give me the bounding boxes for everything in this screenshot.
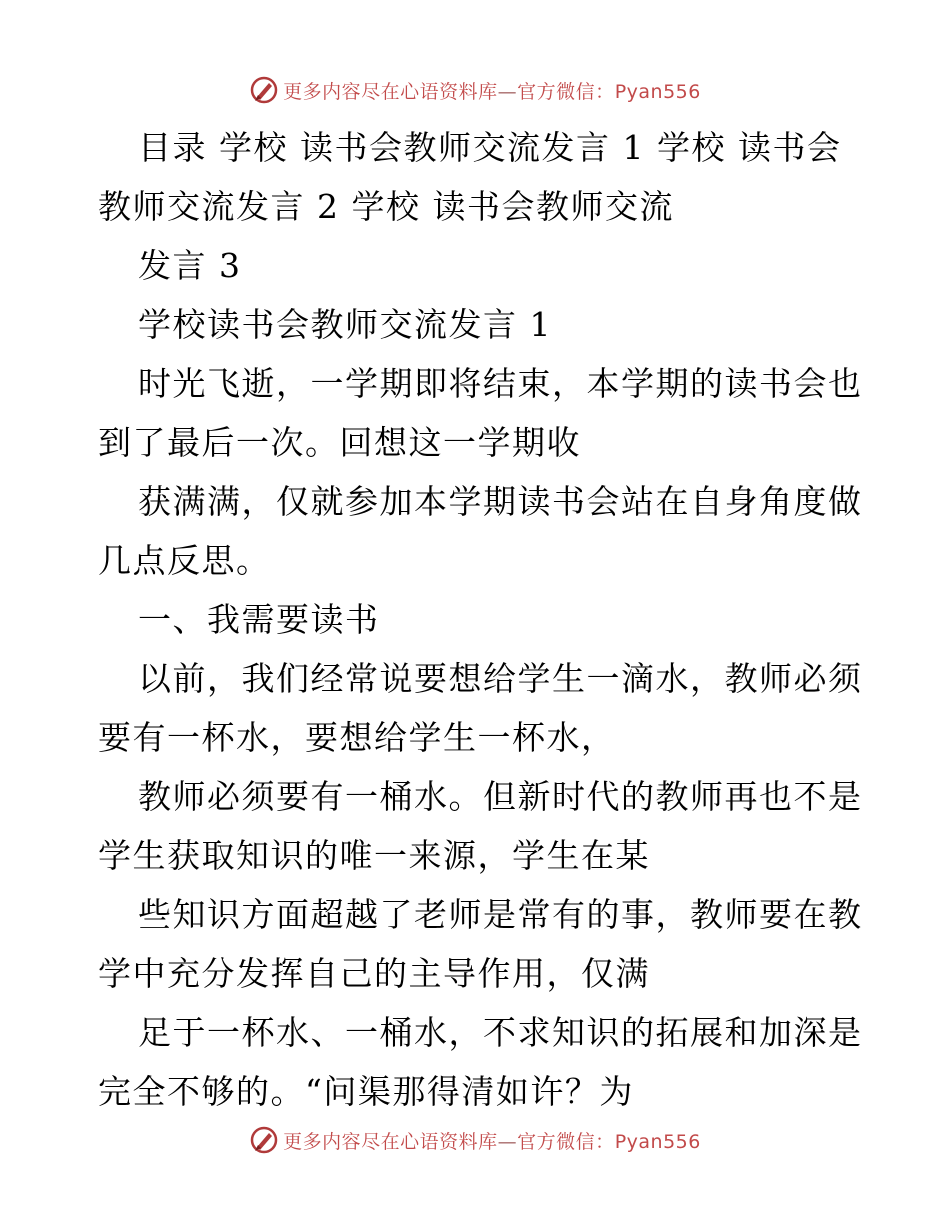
text-line: 到了最后一次。回想这一学期收 bbox=[98, 423, 581, 462]
watermark-text bbox=[283, 77, 701, 104]
text-line: 时光飞逝，一学期即将结束，本学期的读书会也 bbox=[138, 364, 863, 403]
document-body bbox=[98, 118, 863, 1121]
text-line: 几点反思。 bbox=[98, 541, 271, 580]
watermark-separator: — bbox=[497, 80, 518, 103]
text-line: 发言 3 bbox=[138, 246, 242, 285]
text-line: 获满满，仅就参加本学期读书会站在自身角度做 bbox=[138, 482, 863, 521]
watermark-wechat-label: 官方微信： bbox=[517, 80, 615, 103]
text-line: 学生获取知识的唯一来源，学生在某 bbox=[98, 836, 650, 875]
watermark-brand: 更多内容尽在心语资料库 bbox=[283, 1130, 498, 1153]
watermark-wechat-id: Pyan556 bbox=[614, 80, 701, 103]
watermark-wechat-label: 官方微信： bbox=[517, 1130, 615, 1153]
text-line: 以前，我们经常说要想给学生一滴水，教师必须 bbox=[138, 659, 863, 698]
text-line: 一、我需要读书 bbox=[138, 600, 380, 639]
pen-logo-icon bbox=[249, 75, 279, 105]
text-line: 完全不够的。“问渠那得清如许？为 bbox=[98, 1072, 634, 1111]
text-line: 教师必须要有一桶水。但新时代的教师再也不是 bbox=[138, 777, 863, 816]
header-watermark bbox=[0, 72, 950, 108]
watermark-separator: — bbox=[497, 1130, 518, 1153]
watermark-wechat-id: Pyan556 bbox=[614, 1130, 701, 1153]
text-line: 要有一杯水，要想给学生一杯水， bbox=[98, 718, 616, 757]
pen-logo-icon bbox=[249, 1125, 279, 1155]
text-line: 学中充分发挥自己的主导作用，仅满 bbox=[98, 954, 650, 993]
text-line: 教师交流发言 2 学校 读书会教师交流 bbox=[98, 187, 674, 226]
text-line: 些知识方面超越了老师是常有的事，教师要在教 bbox=[138, 895, 863, 934]
watermark-brand: 更多内容尽在心语资料库 bbox=[283, 80, 498, 103]
watermark-text bbox=[283, 1127, 701, 1154]
text-line: 目录 学校 读书会教师交流发言 1 学校 读书会 bbox=[138, 128, 842, 167]
footer-watermark bbox=[0, 1122, 950, 1158]
text-line: 足于一杯水、一桶水，不求知识的拓展和加深是 bbox=[138, 1013, 863, 1052]
text-line: 学校读书会教师交流发言 1 bbox=[138, 305, 552, 344]
